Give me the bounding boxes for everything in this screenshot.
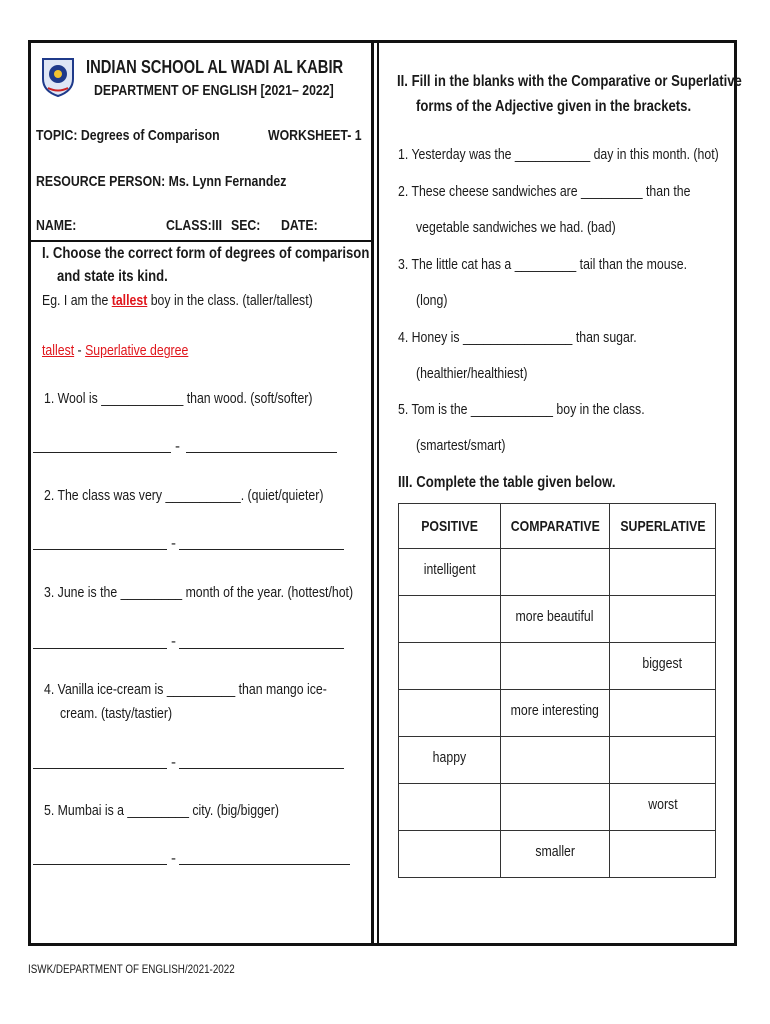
fill-question-5: 5. Tom is the ____________ boy in the class. bbox=[398, 401, 645, 418]
date-label: DATE: bbox=[281, 217, 318, 234]
kind-blank[interactable] bbox=[179, 549, 344, 550]
section1-heading: I. Choose the correct form of degrees of comparison bbox=[42, 245, 370, 262]
answer-blank[interactable] bbox=[33, 768, 167, 769]
table-cell[interactable]: more beautiful bbox=[500, 596, 610, 643]
school-name: INDIAN SCHOOL AL WADI AL KABIR bbox=[86, 57, 344, 77]
fill-question-3-cont: (long) bbox=[416, 292, 448, 309]
department-title: DEPARTMENT OF ENGLISH [2021– 2022] bbox=[94, 82, 334, 99]
table-cell[interactable] bbox=[610, 690, 716, 737]
table-row bbox=[399, 737, 716, 784]
example-sentence: Eg. I am the tallest boy in the class. (taller/tallest) bbox=[42, 292, 313, 309]
table-cell[interactable] bbox=[500, 737, 610, 784]
table-cell[interactable] bbox=[399, 784, 501, 831]
table-cell[interactable]: biggest bbox=[610, 643, 716, 690]
kind-blank[interactable] bbox=[179, 864, 350, 865]
fill-question-1: 1. Yesterday was the ___________ day in this month. (hot) bbox=[398, 146, 719, 163]
table-cell[interactable] bbox=[610, 737, 716, 784]
fill-question-2: 2. These cheese sandwiches are _________ than the bbox=[398, 183, 691, 200]
table-cell[interactable]: intelligent bbox=[399, 549, 501, 596]
header-rule bbox=[31, 240, 371, 242]
kind-blank[interactable] bbox=[179, 768, 344, 769]
answer-separator: - bbox=[171, 535, 176, 552]
table-cell[interactable] bbox=[399, 831, 501, 878]
answer-blank[interactable] bbox=[33, 452, 171, 453]
fill-question-5-cont: (smartest/smart) bbox=[416, 437, 506, 454]
question-1: 1. Wool is ____________ than wood. (soft/softer) bbox=[44, 390, 313, 407]
answer-separator: - bbox=[175, 438, 180, 455]
answer-blank[interactable] bbox=[33, 864, 167, 865]
table-row bbox=[399, 831, 716, 878]
school-logo-icon bbox=[40, 55, 76, 97]
answer-blank[interactable] bbox=[33, 648, 167, 649]
question-4-cont: cream. (tasty/tastier) bbox=[60, 705, 173, 722]
example-answer: tallest bbox=[111, 292, 148, 309]
table-header-row bbox=[399, 504, 716, 549]
column-header: SUPERLATIVE bbox=[610, 504, 716, 549]
page-footer: ISWK/DEPARTMENT OF ENGLISH/2021-2022 bbox=[28, 962, 235, 976]
table-row bbox=[399, 596, 716, 643]
question-5: 5. Mumbai is a _________ city. (big/bigger) bbox=[44, 802, 279, 819]
worksheet-label: WORKSHEET- 1 bbox=[268, 127, 362, 144]
table-cell[interactable] bbox=[500, 643, 610, 690]
topic-label: TOPIC: Degrees of Comparison bbox=[36, 127, 220, 144]
section1-heading-cont: and state its kind. bbox=[57, 268, 168, 285]
column-header: COMPARATIVE bbox=[500, 504, 610, 549]
answer-separator: - bbox=[171, 850, 176, 867]
question-2: 2. The class was very ___________. (quiet/quieter) bbox=[44, 487, 324, 504]
table-row bbox=[399, 690, 716, 737]
resource-person-label: RESOURCE PERSON: Ms. Lynn Fernandez bbox=[36, 173, 287, 190]
column-header: POSITIVE bbox=[399, 504, 501, 549]
column-divider bbox=[371, 40, 379, 946]
table-cell[interactable]: happy bbox=[399, 737, 501, 784]
table-cell[interactable] bbox=[399, 690, 501, 737]
table-cell[interactable] bbox=[500, 784, 610, 831]
answer-blank[interactable] bbox=[33, 549, 167, 550]
fill-question-2-cont: vegetable sandwiches we had. (bad) bbox=[416, 219, 616, 236]
table-cell[interactable]: smaller bbox=[500, 831, 610, 878]
table-cell[interactable]: more interesting bbox=[500, 690, 610, 737]
table-row bbox=[399, 549, 716, 596]
example-kind: tallest - Superlative degree bbox=[42, 342, 189, 359]
class-label: CLASS:III bbox=[166, 217, 223, 234]
section2-heading: II. Fill in the blanks with the Comparative or Superlative bbox=[397, 73, 742, 90]
table-cell[interactable] bbox=[500, 549, 610, 596]
fill-question-4-cont: (healthier/healthiest) bbox=[416, 365, 528, 382]
section3-heading: III. Complete the table given below. bbox=[398, 474, 616, 491]
table-row bbox=[399, 643, 716, 690]
comparison-table bbox=[398, 503, 716, 878]
answer-separator: - bbox=[171, 633, 176, 650]
sec-label: SEC: bbox=[231, 217, 261, 234]
table-cell[interactable] bbox=[610, 596, 716, 643]
question-3: 3. June is the _________ month of the year. (hottest/hot) bbox=[44, 584, 354, 601]
fill-question-4: 4. Honey is ________________ than sugar. bbox=[398, 329, 637, 346]
table-row bbox=[399, 784, 716, 831]
section2-heading-cont: forms of the Adjective given in the brackets. bbox=[416, 98, 692, 115]
answer-separator: - bbox=[171, 754, 176, 771]
name-label: NAME: bbox=[36, 217, 77, 234]
question-4: 4. Vanilla ice-cream is __________ than mango ice- bbox=[44, 681, 327, 698]
kind-blank[interactable] bbox=[179, 648, 344, 649]
table-cell[interactable] bbox=[399, 643, 501, 690]
table-cell[interactable] bbox=[610, 831, 716, 878]
fill-question-3: 3. The little cat has a _________ tail than the mouse. bbox=[398, 256, 688, 273]
table-cell[interactable] bbox=[399, 596, 501, 643]
table-cell[interactable] bbox=[610, 549, 716, 596]
table-cell[interactable]: worst bbox=[610, 784, 716, 831]
kind-blank[interactable] bbox=[186, 452, 337, 453]
